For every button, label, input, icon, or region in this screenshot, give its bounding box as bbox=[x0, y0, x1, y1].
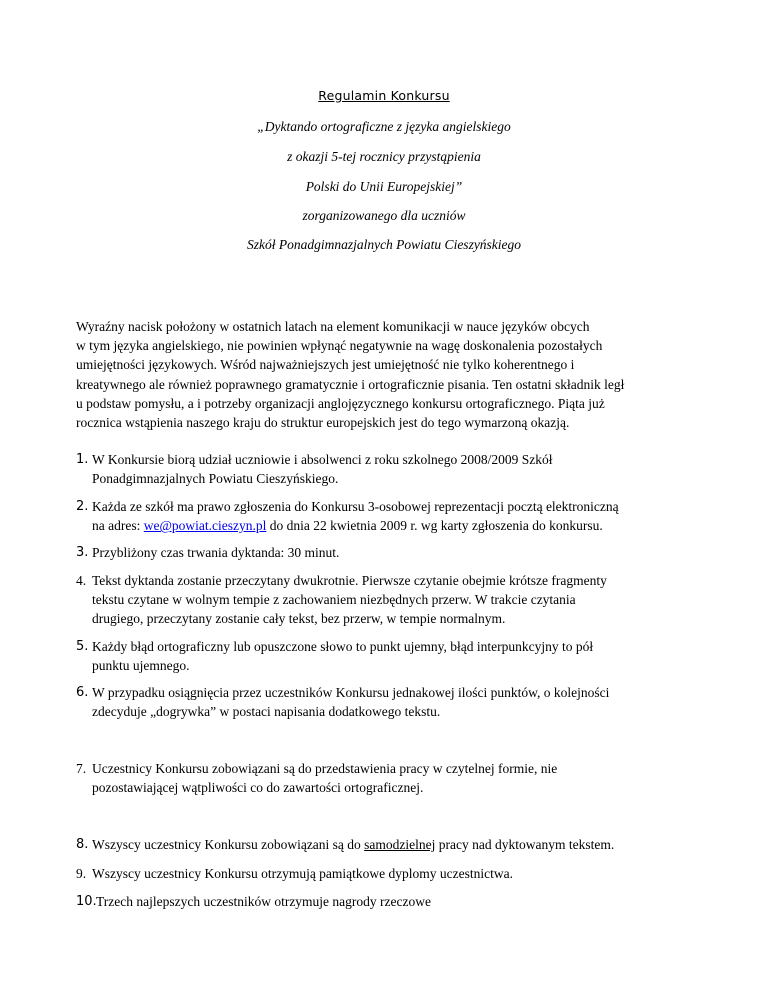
rule-item-2 bbox=[76, 497, 688, 535]
subtitle-line-4: zorganizowanego dla uczniów bbox=[302, 208, 466, 223]
rule-text-line: Każdy błąd ortograficzny lub opuszczone słowo to punkt ujemny, błąd interpunkcyjny to pół bbox=[92, 639, 594, 654]
email-link[interactable]: we@powiat.cieszyn.pl bbox=[143, 518, 267, 534]
rule-number: 8. bbox=[76, 837, 89, 852]
intro-paragraph bbox=[76, 317, 688, 432]
rule-item-6 bbox=[76, 683, 688, 721]
rule-number: 7. bbox=[76, 761, 87, 776]
rule-number: 10. bbox=[76, 894, 97, 909]
rule-text-line: Wszyscy uczestnicy Konkursu otrzymują pamiątkowe dyplomy uczestnictwa. bbox=[92, 866, 514, 881]
rule-number: 9. bbox=[76, 866, 87, 881]
subtitle-line-5: Szkół Ponadgimnazjalnych Powiatu Cieszyńskiego bbox=[246, 237, 522, 252]
rule-item-3 bbox=[76, 543, 688, 562]
rule-item-1 bbox=[76, 450, 688, 488]
rule-item-10 bbox=[76, 892, 688, 911]
intro-line: u podstaw pomysłu, a i potrzeby organizacji anglojęzycznego konkursu ortograficznego. Piąta już bbox=[76, 395, 605, 411]
rule-text-line: punktu ujemnego. bbox=[92, 658, 190, 674]
rule-text-line: zdecyduje „dogrywka” w postaci napisania dodatkowego tekstu. bbox=[92, 704, 441, 720]
rule-item-5 bbox=[76, 637, 688, 675]
rule-text-line bbox=[92, 835, 688, 854]
rule-text-line: pozostawiającej wątpliwości co do zawartości ortograficznej. bbox=[92, 780, 424, 796]
rule-item-7 bbox=[76, 759, 688, 797]
underlined-word: samodzielnej bbox=[364, 837, 436, 852]
subtitle-line-2: z okazji 5-tej rocznicy przystąpienia bbox=[287, 149, 481, 164]
rule-item-8 bbox=[76, 835, 688, 854]
rule-text-line: Uczestnicy Konkursu zobowiązani są do przedstawienia pracy w czytelnej formie, nie bbox=[92, 761, 558, 776]
intro-line: umiejętności językowych. Wśród najważniejszych jest umiejętność nie tylko koherentnego i bbox=[76, 357, 575, 373]
intro-line: Wyraźny nacisk położony w ostatnich latach na element komunikacji w nauce języków obcych bbox=[76, 319, 590, 334]
rule-text-line: W Konkursie biorą udział uczniowie i absolwenci z roku szkolnego 2008/2009 Szkół bbox=[92, 452, 553, 467]
rule-number: 1. bbox=[76, 452, 89, 467]
rule-number: 2. bbox=[76, 499, 89, 514]
rule-text: na adres: bbox=[92, 518, 144, 534]
rule-text-line: Każda ze szkół ma prawo zgłoszenia do Konkursu 3-osobowej reprezentacji pocztą elektroniczną bbox=[92, 499, 619, 514]
rule-text-line bbox=[92, 516, 688, 535]
rule-item-9 bbox=[76, 864, 688, 883]
subtitle-line-1: „Dyktando ortograficzne z języka angielskiego bbox=[257, 119, 511, 134]
rule-number: 4. bbox=[76, 573, 87, 588]
intro-line: rocznica wstąpienia naszego kraju do struktur europejskich jest do tego wymarzoną okazją. bbox=[76, 415, 570, 431]
intro-line: w tym języka angielskiego, nie powinien wpłynąć negatywnie na wagę doskonalenia pozostałych bbox=[76, 338, 603, 354]
rule-text: do dnia 22 kwietnia 2009 r. wg karty zgłoszenia do konkursu. bbox=[266, 518, 603, 534]
rule-text-line: Ponadgimnazjalnych Powiatu Cieszyńskiego. bbox=[92, 471, 339, 487]
rule-number: 5. bbox=[76, 639, 89, 654]
rule-text-line: Tekst dyktanda zostanie przeczytany dwukrotnie. Pierwsze czytanie obejmie krótsze fragmenty bbox=[92, 573, 607, 588]
rule-number: 3. bbox=[76, 545, 89, 560]
rule-number: 6. bbox=[76, 685, 89, 700]
document-title: Regulamin Konkursu bbox=[318, 88, 450, 103]
rule-text: pracy nad dyktowanym tekstem. bbox=[435, 837, 615, 852]
rule-text: Wszyscy uczestnicy Konkursu zobowiązani są do bbox=[92, 837, 365, 852]
subtitle-line-3: Polski do Unii Europejskiej” bbox=[305, 179, 463, 194]
intro-line: kreatywnego ale również poprawnego gramatycznie i ortograficznie pisania. Ten ostatni składnik legł bbox=[76, 376, 625, 392]
rule-text-line: Przybliżony czas trwania dyktanda: 30 minut. bbox=[92, 545, 340, 560]
rule-text-line: W przypadku osiągnięcia przez uczestników Konkursu jednakowej ilości punktów, o kolejności bbox=[92, 685, 610, 700]
rule-text-line: Trzech najlepszych uczestników otrzymuje nagrody rzeczowe bbox=[96, 894, 431, 909]
rule-text-line: drugiego, przeczytany zostanie cały tekst, bez przerw, w tempie normalnym. bbox=[92, 611, 506, 627]
rule-text-line: tekstu czytane w wolnym tempie z zachowaniem niezbędnych przerw. W trakcie czytania bbox=[92, 592, 576, 608]
rule-item-4 bbox=[76, 571, 688, 629]
